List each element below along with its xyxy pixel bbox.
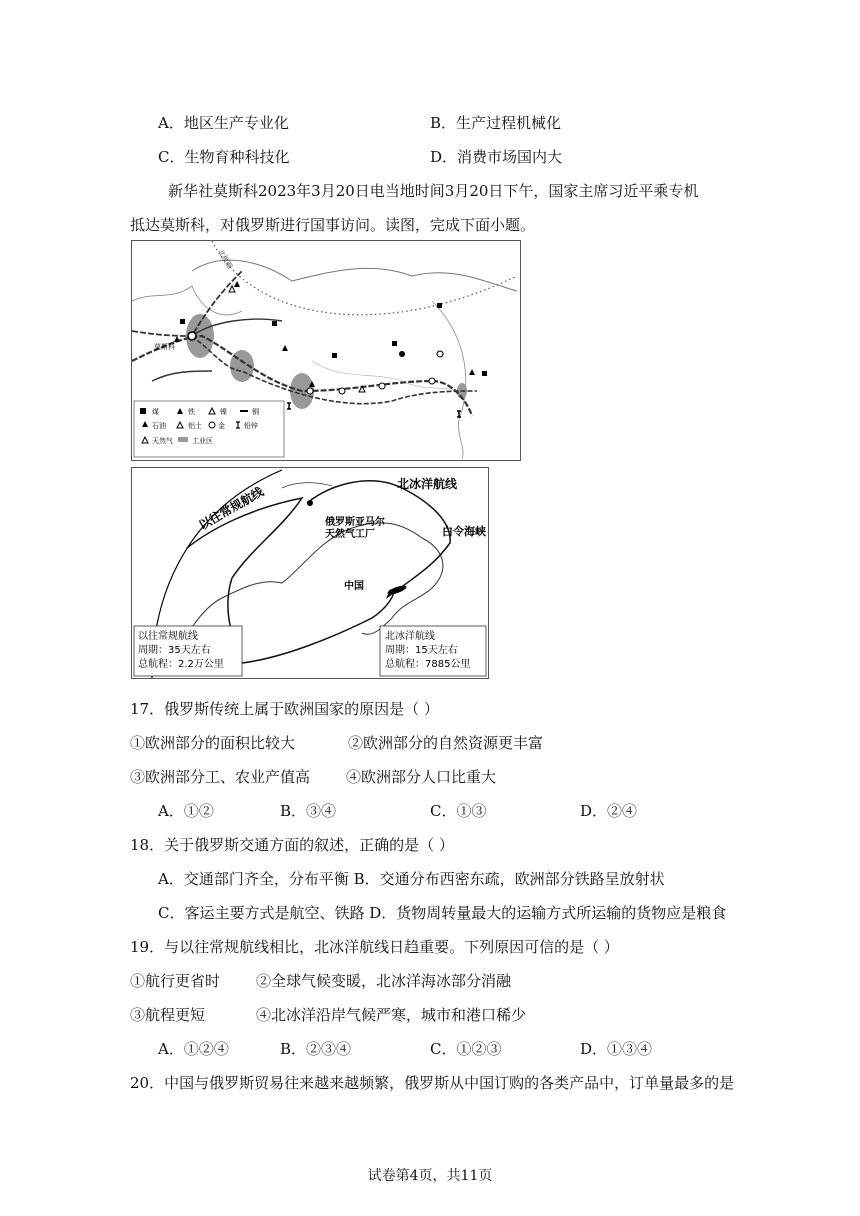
q17-statement-3: ③欧洲部分工、农业产值高: [130, 768, 311, 786]
china-label: 中国: [344, 581, 364, 592]
legend-gold: 金: [218, 422, 225, 430]
moscow-label: 莫斯科: [154, 343, 175, 351]
arctic-route-map: [131, 467, 489, 679]
q19-option-a: A．①②④: [158, 1040, 229, 1058]
intro-line-2: 抵达莫斯科，对俄罗斯进行国事访问。读图，完成下面小题。: [130, 216, 536, 234]
regular-box-distance: 总航程：2.2万公里: [138, 659, 224, 670]
q17-option-b: B．③④: [280, 802, 337, 820]
q17-statement-4: ④欧洲部分人口比重大: [346, 768, 497, 786]
legend-gas: 天然气: [152, 437, 173, 445]
q19-stem: 19．与以往常规航线相比，北冰洋航线日趋重要。下列原因可信的是（ ）: [130, 938, 619, 956]
q16-option-c: C．生物育种科技化: [158, 148, 290, 166]
bering-strait-label: 白令海峡: [442, 525, 486, 538]
yamal-plant-label-2: 天然气工厂: [325, 529, 375, 540]
q19-statement-4: ④北冰洋沿岸气候严寒，城市和港口稀少: [256, 1006, 527, 1024]
q18-options-line-1: A．交通部门齐全，分布平衡 B．交通分布西密东疏，欧洲部分铁路呈放射状: [158, 870, 665, 888]
legend-industrial: 工业区: [192, 437, 213, 445]
q19-option-b: B．②③④: [280, 1040, 352, 1058]
arctic-circle-label: 北极圈: [216, 248, 234, 271]
legend-iron: 铁: [188, 408, 195, 416]
legend-coal: 煤: [152, 408, 159, 416]
q20-stem: 20．中国与俄罗斯贸易往来越来越频繁，俄罗斯从中国订购的各类产品中，订单量最多的是: [130, 1074, 735, 1092]
q17-statement-2: ②欧洲部分的自然资源更丰富: [348, 734, 544, 752]
q19-option-d: D．①③④: [580, 1040, 653, 1058]
arctic-route-label: 北冰洋航线: [397, 477, 458, 491]
arctic-box-distance: 总航程：7885公里: [385, 659, 471, 670]
q17-option-c: C．①③: [430, 802, 487, 820]
q18-options-line-2: C．客运主要方式是航空、铁路 D．货物周转量最大的运输方式所运输的货物应是粮食: [158, 904, 727, 922]
q19-statement-1: ①航行更省时: [130, 972, 221, 990]
q17-option-d: D．②④: [580, 802, 638, 820]
regular-box-title: 以往常规航线: [138, 631, 198, 642]
arctic-box-period: 周期：15天左右: [385, 645, 458, 656]
intro-line-1: 新华社莫斯科2023年3月20日电当地时间3月20日下午，国家主席习近平乘专机: [168, 182, 699, 200]
yamal-plant-label-1: 俄罗斯亚马尔: [325, 517, 385, 528]
q19-option-c: C．①②③: [430, 1040, 502, 1058]
regular-box-period: 周期：35天左右: [138, 645, 211, 656]
q16-option-a: A．地区生产专业化: [158, 114, 289, 132]
legend-oil: 石油: [152, 422, 166, 430]
legend-lead-zinc: 铅锌: [244, 422, 258, 430]
q16-option-d: D．消费市场国内大: [430, 148, 563, 166]
q18-stem: 18．关于俄罗斯交通方面的叙述，正确的是（ ）: [130, 836, 454, 854]
legend-bauxite: 铝土: [188, 422, 202, 430]
page-footer: 试卷第4页，共11页: [367, 1168, 493, 1184]
russia-resource-map: [131, 240, 521, 461]
q17-option-a: A．①②: [158, 802, 214, 820]
q17-stem: 17．俄罗斯传统上属于欧洲国家的原因是（ ）: [130, 700, 439, 718]
q16-option-b: B．生产过程机械化: [430, 114, 562, 132]
q17-statement-1: ①欧洲部分的面积比较大: [130, 734, 296, 752]
regular-route-label: 以往常规航线: [196, 484, 266, 533]
legend-copper: 铜: [252, 408, 259, 416]
q19-statement-2: ②全球气候变暖，北冰洋海冰部分消融: [256, 972, 512, 990]
legend-nickel: 镍: [220, 408, 227, 416]
arctic-box-title: 北冰洋航线: [385, 631, 435, 642]
q19-statement-3: ③航程更短: [130, 1006, 206, 1024]
